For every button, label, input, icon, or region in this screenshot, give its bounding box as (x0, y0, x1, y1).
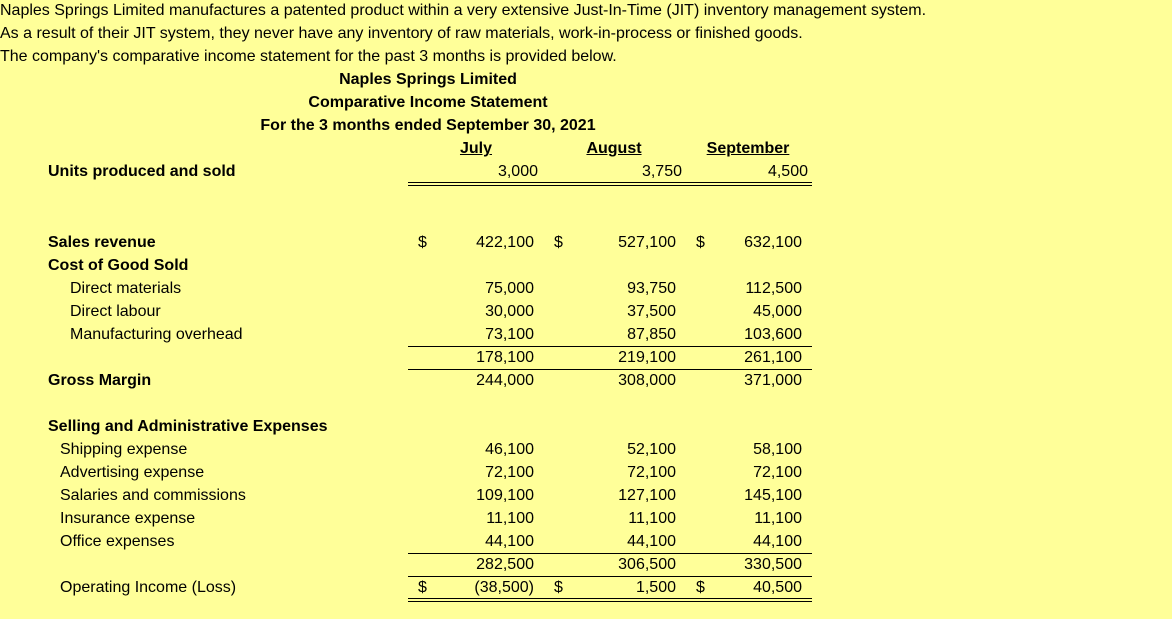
cogs-item-label: Direct labour (70, 303, 161, 320)
sga-total-july: 282,500 (476, 556, 534, 573)
cogs-subtotal-rule (408, 346, 812, 347)
sales-july: 422,100 (476, 234, 534, 251)
operating-income-currency-august: $ (554, 579, 563, 596)
sga-subtotal-rule (408, 553, 812, 554)
cogs-label: Cost of Good Sold (48, 257, 189, 274)
operating-income-currency-september: $ (696, 579, 705, 596)
sales-currency-august: $ (554, 234, 563, 251)
cogs-total-september: 261,100 (744, 349, 802, 366)
cogs-item-august: 93,750 (627, 280, 676, 297)
sga-item-label: Salaries and commissions (60, 487, 246, 504)
sales-currency-september: $ (696, 234, 705, 251)
sga-item-september: 145,100 (744, 487, 802, 504)
units-label: Units produced and sold (48, 163, 236, 180)
cogs-item-july: 30,000 (485, 303, 534, 320)
statement-period: For the 3 months ended September 30, 2021 (260, 117, 596, 134)
sales-august: 527,100 (618, 234, 676, 251)
sga-total-august: 306,500 (618, 556, 676, 573)
cogs-total-august: 219,100 (618, 349, 676, 366)
column-header-july: July (459, 140, 492, 157)
operating-income-rule (408, 576, 812, 577)
sga-item-august: 11,100 (628, 510, 676, 527)
gross-margin-august: 308,000 (618, 372, 676, 389)
sga-item-september: 44,100 (753, 533, 802, 550)
sga-item-july: 72,100 (485, 464, 534, 481)
operating-income-double-underline (408, 598, 812, 602)
sga-item-august: 52,100 (627, 441, 676, 458)
sga-item-july: 109,100 (476, 487, 534, 504)
column-header-september: September (706, 140, 790, 157)
sga-item-july: 11,100 (486, 510, 534, 527)
sga-label: Selling and Administrative Expenses (48, 418, 328, 435)
sga-item-september: 72,100 (753, 464, 802, 481)
intro-line-3: The company's comparative income statement for the past 3 months is provided below. (0, 48, 617, 65)
operating-income-july: (38,500) (474, 579, 534, 596)
sga-item-label: Office expenses (60, 533, 175, 550)
sales-september: 632,100 (744, 234, 802, 251)
sga-item-label: Shipping expense (60, 441, 188, 458)
operating-income-august: 1,500 (635, 579, 676, 596)
statement-title: Comparative Income Statement (308, 94, 548, 111)
cogs-item-august: 37,500 (627, 303, 676, 320)
cogs-item-september: 45,000 (753, 303, 802, 320)
cogs-item-september: 103,600 (744, 326, 802, 343)
sga-item-july: 44,100 (485, 533, 534, 550)
sga-item-july: 46,100 (485, 441, 534, 458)
cogs-item-label: Direct materials (70, 280, 182, 297)
cogs-item-label: Manufacturing overhead (70, 326, 243, 343)
units-july: 3,000 (497, 163, 538, 180)
column-header-august: August (586, 140, 642, 157)
units-august: 3,750 (641, 163, 682, 180)
cogs-item-august: 87,850 (627, 326, 676, 343)
units-double-underline (408, 182, 812, 186)
operating-income-september: 40,500 (753, 579, 802, 596)
sga-item-august: 44,100 (627, 533, 676, 550)
cogs-item-september: 112,500 (745, 280, 802, 297)
intro-line-1: Naples Springs Limited manufactures a patented product within a very extensive Just-In-Time (JIT) inventory management system. (0, 2, 927, 19)
cogs-total-july: 178,100 (476, 349, 534, 366)
gross-margin-rule (408, 369, 812, 370)
sga-item-label: Advertising expense (60, 464, 205, 481)
sga-item-august: 127,100 (618, 487, 676, 504)
company-name: Naples Springs Limited (339, 71, 517, 88)
gross-margin-label: Gross Margin (48, 372, 152, 389)
intro-line-2: As a result of their JIT system, they never have any inventory of raw materials, work-in-process or finished goods. (0, 25, 803, 42)
cogs-item-july: 73,100 (485, 326, 534, 343)
operating-income-currency-july: $ (418, 579, 427, 596)
sales-label: Sales revenue (48, 234, 156, 251)
operating-income-label: Operating Income (Loss) (60, 579, 237, 596)
sales-currency-july: $ (418, 234, 427, 251)
sga-item-label: Insurance expense (60, 510, 196, 527)
cogs-item-july: 75,000 (485, 280, 534, 297)
sga-item-august: 72,100 (627, 464, 676, 481)
gross-margin-september: 371,000 (744, 372, 802, 389)
units-september: 4,500 (767, 163, 808, 180)
sga-item-september: 58,100 (753, 441, 802, 458)
sga-item-september: 11,100 (754, 510, 802, 527)
gross-margin-july: 244,000 (476, 372, 534, 389)
sga-total-september: 330,500 (744, 556, 802, 573)
